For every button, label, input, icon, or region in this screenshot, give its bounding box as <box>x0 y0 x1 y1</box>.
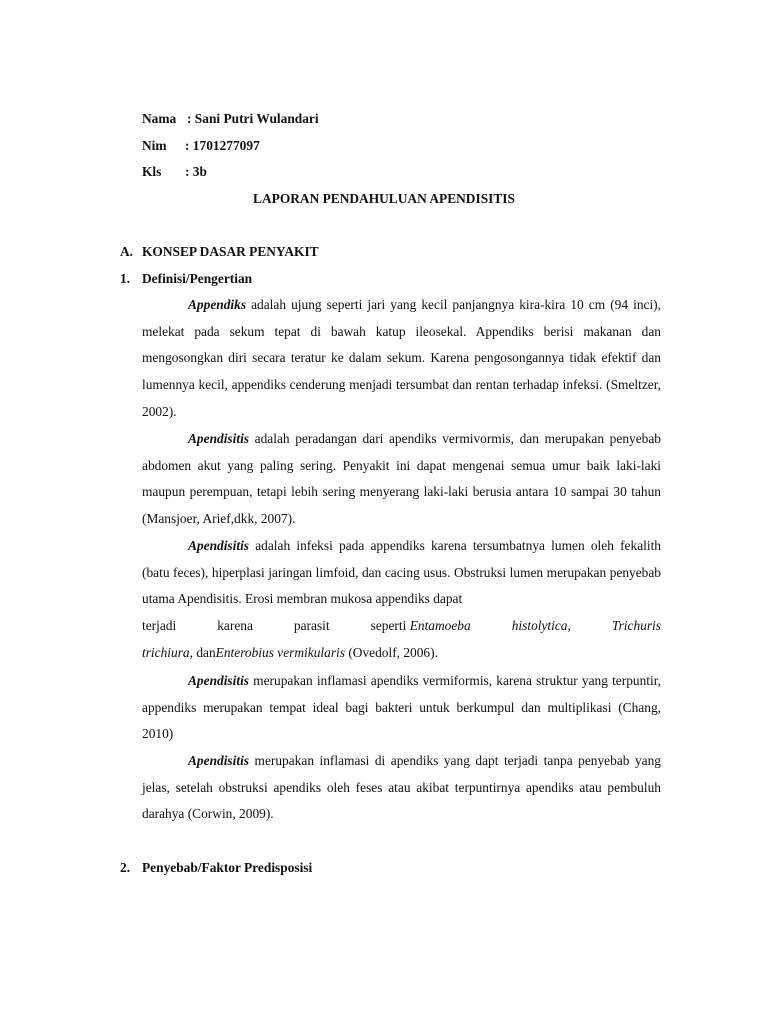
paragraph-apendisitis-2 <box>142 533 661 613</box>
word-entamoeba: Entamoeba <box>409 618 471 633</box>
term-appendiks: Appendiks <box>188 297 247 312</box>
paragraph-apendisitis-3 <box>142 668 661 748</box>
term-apendisitis-3: Apendisitis <box>188 673 250 688</box>
kls-label: Kls <box>142 164 162 179</box>
paragraph-apendisitis-2-line-5 <box>142 613 661 640</box>
citation-ovedolf: (Ovedolf, 2006). <box>344 645 438 660</box>
section-1-number: 1. <box>120 271 131 286</box>
term-apendisitis-2: Apendisitis <box>188 538 250 553</box>
nama-label: Nama <box>142 111 177 126</box>
word-dan: dan <box>192 645 216 660</box>
term-apendisitis-1: Apendisitis <box>188 431 250 446</box>
paragraph-apendisitis-3-text: merupakan inflamasi apendiks vermiformis, karena struktur yang terpuntir, appendiks merupakan tempat ideal bagi bakteri untuk berkumpul dan multiplikasi (Chang, 2010) <box>142 673 661 742</box>
kls-value: : 3b <box>185 164 207 179</box>
paragraph-appendiks-text: adalah ujung seperti jari yang kecil panjangnya kira-kira 10 cm (94 inci), melekat pada sekum tepat di bawah katup ileosekal. Appendiks berisi makanan dan mengosongkan diri secara teratur ke dalam sekum. Karena pengosongannya tidak efektif dan lumennya kecil, appendiks cenderung menjadi tersumbat dan rentan terhadap infeksi. (Smeltzer, 2002). <box>142 297 661 419</box>
word-enterobius: Enterobius vermikularis <box>215 645 345 660</box>
nama-row <box>142 111 319 127</box>
section-2-heading <box>120 860 312 876</box>
paragraph-apendisitis-2-line-6 <box>142 640 661 667</box>
section-a-number: A. <box>120 244 134 259</box>
section-1-heading <box>120 271 252 287</box>
word-seperti: seperti <box>370 618 407 633</box>
section-1-label: Definisi/Pengertian <box>142 271 253 286</box>
section-2-label: Penyebab/Faktor Predisposisi <box>142 860 313 875</box>
nim-value: : 1701277097 <box>185 138 260 153</box>
section-a-heading <box>120 244 319 260</box>
nim-label: Nim <box>142 138 167 153</box>
word-trichiura: trichiura, <box>142 645 193 660</box>
nim-row <box>142 138 260 154</box>
word-trichuris: Trichuris <box>611 618 661 633</box>
word-karena: karena <box>217 618 253 633</box>
word-terjadi: terjadi <box>142 618 177 633</box>
word-histolytica: histolytica, <box>511 618 571 633</box>
kls-row <box>142 164 207 180</box>
section-a-label: KONSEP DASAR PENYAKIT <box>142 244 319 259</box>
paragraph-appendiks <box>142 292 661 426</box>
paragraph-apendisitis-4-text: merupakan inflamasi di apendiks yang dapt terjadi tanpa penyebab yang jelas, setelah obstruksi apendiks oleh feses atau akibat terpuntirnya apendiks atau pembuluh darahya (Corwin, 2009). <box>142 753 661 822</box>
nama-value: : Sani Putri Wulandari <box>187 111 319 126</box>
word-parasit: parasit <box>293 618 330 633</box>
paragraph-apendisitis-1 <box>142 426 661 533</box>
paragraph-apendisitis-4 <box>142 748 661 828</box>
document-title: LAPORAN PENDAHULUAN APENDISITIS <box>253 191 515 206</box>
term-apendisitis-4: Apendisitis <box>188 753 250 768</box>
paragraph-apendisitis-2-text: adalah infeksi pada appendiks karena tersumbatnya lumen oleh fekalith (batu feces), hiperplasi jaringan limfoid, dan cacing usus. Obstruksi lumen merupakan penyebab utama Apendisitis. Erosi membran mukosa appendiks dapat <box>142 538 661 607</box>
section-2-number: 2. <box>120 860 131 875</box>
paragraph-apendisitis-1-text: adalah peradangan dari apendiks vermivormis, dan merupakan penyebab abdomen akut yang paling sering. Penyakit ini dapat mengenai semua umur baik laki-laki maupun perempuan, tetapi lebih sering menyerang laki-laki berusia antara 10 sampai 30 tahun (Mansjoer, Arief,dkk, 2007). <box>142 431 661 527</box>
